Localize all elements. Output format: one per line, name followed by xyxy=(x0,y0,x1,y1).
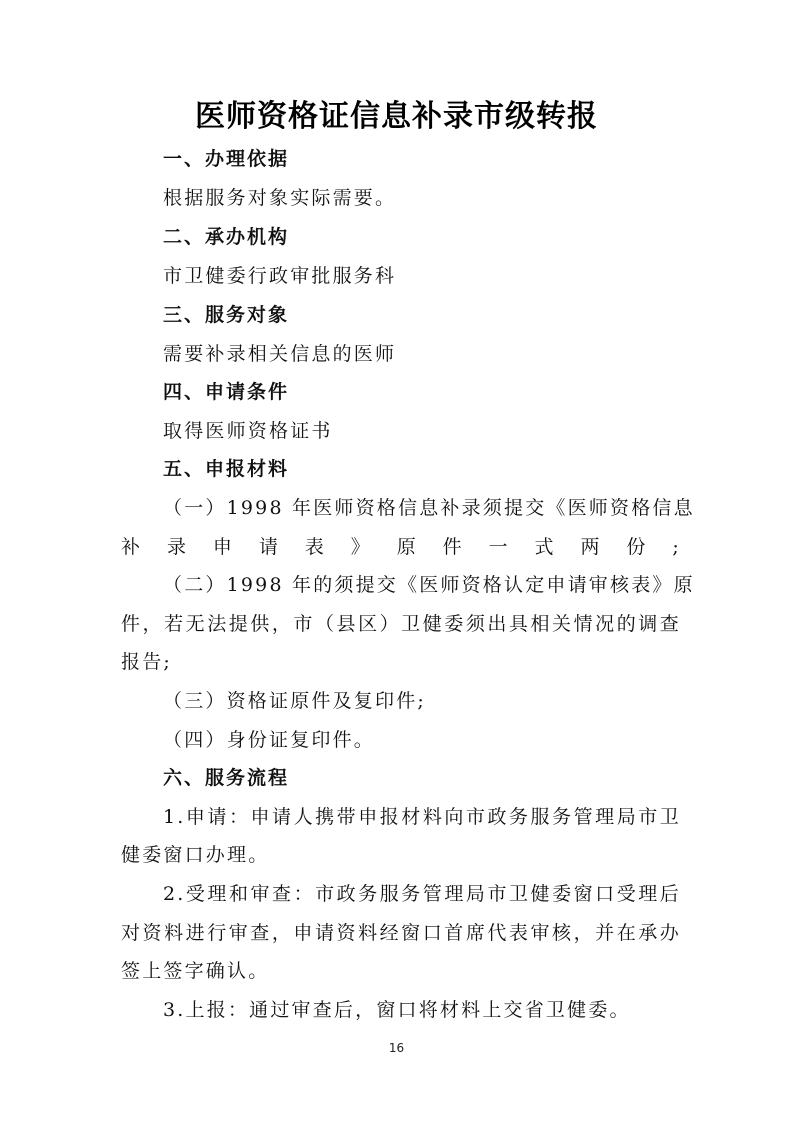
section-heading-conditions: 四、申请条件 xyxy=(163,381,290,403)
section-heading-process: 六、服务流程 xyxy=(163,767,290,789)
section-text-target: 需要补录相关信息的医师 xyxy=(163,343,397,365)
process-step1-line1: 1.申请：申请人携带申报材料向市政务服务管理局市卫 xyxy=(163,806,681,828)
page-number: 16 xyxy=(388,1041,405,1055)
section-heading-basis: 一、办理依据 xyxy=(163,148,290,170)
materials-item1-line1: （一）1998 年医师资格信息补录须提交《医师资格信息 xyxy=(163,497,695,519)
materials-item2-line3: 报告; xyxy=(121,651,173,673)
section-text-conditions: 取得医师资格证书 xyxy=(163,420,333,442)
process-step2-line1: 2.受理和审查：市政务服务管理局市卫健委窗口受理后 xyxy=(163,883,681,905)
materials-item4: （四）身份证复印件。 xyxy=(163,729,376,751)
section-text-agency: 市卫健委行政审批服务科 xyxy=(163,265,397,287)
section-heading-agency: 二、承办机构 xyxy=(163,226,290,248)
section-heading-materials: 五、申报材料 xyxy=(163,458,290,480)
process-step1-line2: 健委窗口办理。 xyxy=(121,844,270,866)
materials-item1-line2: 补录申请表》原件一式两份; xyxy=(121,536,681,558)
process-step2-line3: 签上签字确认。 xyxy=(121,960,270,982)
section-heading-target: 三、服务对象 xyxy=(163,304,290,326)
section-text-basis: 根据服务对象实际需要。 xyxy=(163,187,397,209)
materials-item3: （三）资格证原件及复印件; xyxy=(163,690,427,712)
process-step3: 3.上报：通过审查后，窗口将材料上交省卫健委。 xyxy=(163,999,631,1021)
materials-item2-line2: 件，若无法提供，市（县区）卫健委须出具相关情况的调查 xyxy=(121,613,681,635)
materials-item2-line1: （二）1998 年的须提交《医师资格认定申请审核表》原 xyxy=(163,574,695,596)
document-title: 医师资格证信息补录市级转报 xyxy=(195,99,598,134)
process-step2-line2: 对资料进行审查，申请资料经窗口首席代表审核，并在承办 xyxy=(121,922,681,944)
